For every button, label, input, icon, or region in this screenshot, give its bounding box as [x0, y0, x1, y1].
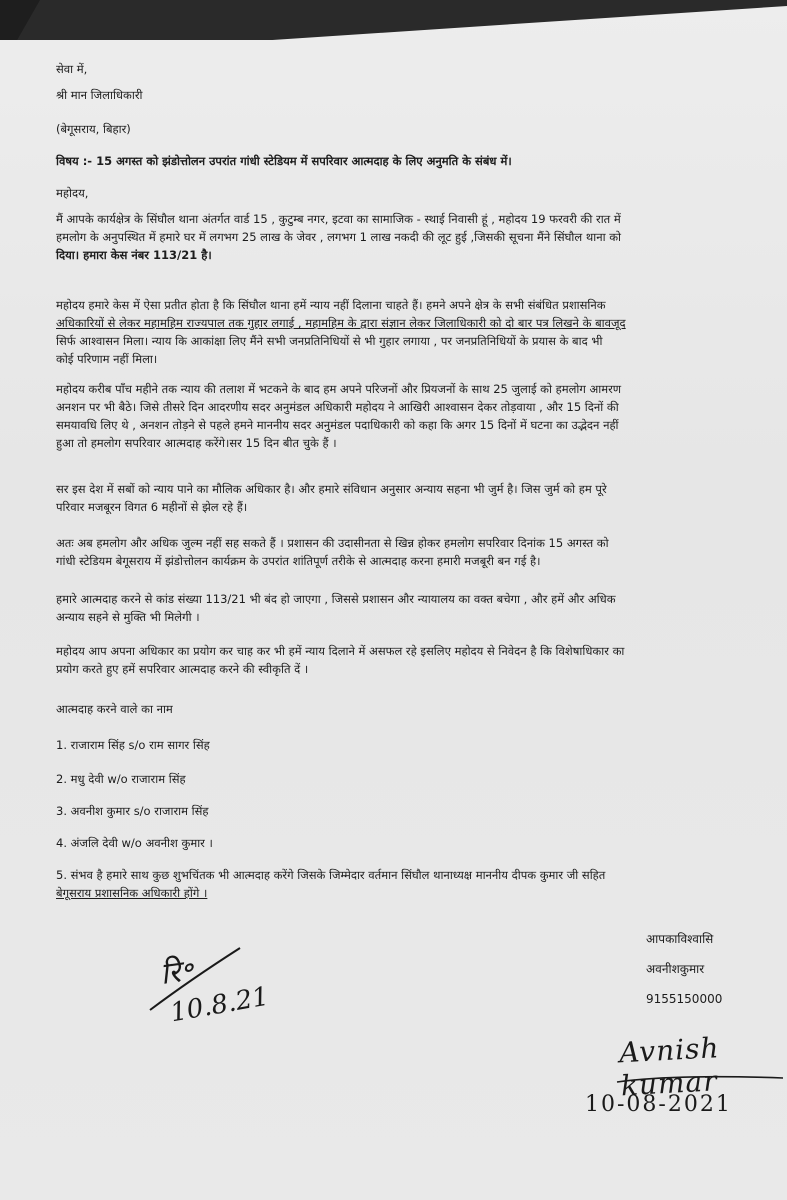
paragraph-7 [56, 642, 706, 678]
paragraph-line: अनशन पर भी बैठे। जिसे तीसरे दिन आदरणीय सदर अनुमंडल अधिकारी महोदय ने आखिरी आश्वासन देकर तोड़वाया , और 15 दिनों की [56, 400, 619, 414]
received-date: 10.8.21 [168, 981, 272, 1029]
paragraph-line: अन्याय सहने से मुक्ति भी मिलेगी । [56, 610, 200, 624]
paragraph-1 [56, 210, 706, 264]
paragraph-2 [56, 296, 706, 368]
paragraph-line: गांधी स्टेडियम बेगूसराय में झंडोत्तोलन कार्यक्रम के उपरांत शांतिपूर्ण तरीके से आत्मदाह करना हमारी मजबूरी बन गई है। [56, 554, 541, 568]
paragraph-6 [56, 590, 706, 626]
paragraph-3 [56, 380, 706, 452]
greeting: महोदय, [56, 186, 89, 200]
paragraph-line: महोदय हमारे केस में ऐसा प्रतीत होता है कि सिंघौल थाना हमें न्याय नहीं दिलाना चाहते हैं। हमने अपने क्षेत्र के सभी संबंधित प्रशासनिक [56, 298, 606, 312]
names-heading: आत्मदाह करने वाले का नाम [56, 702, 173, 716]
paragraph-line: अधिकारियों से लेकर महामहिम राज्यपाल तक गुहार लगाई , महामहिम के द्वारा संज्ञान लेकर जिलाधिकारी को दो बार पत्र लिखने के बावजूद [56, 316, 626, 330]
signature-underline [615, 1068, 785, 1088]
name-item: 1. राजाराम सिंह s/o राम सागर सिंह [56, 738, 210, 752]
note-item [56, 866, 706, 902]
paragraph-5 [56, 534, 706, 570]
closing: आपकाविश्वासि [646, 932, 714, 946]
addressee-location: (बेगूसराय, बिहार) [56, 122, 131, 136]
received-initial: रि॰ [158, 952, 196, 993]
paragraph-line: हुआ तो हमलोग सपरिवार आत्मदाह करेंगे।सर 15 दिन बीत चुके हैं । [56, 436, 337, 450]
paragraph-line: प्रयोग करते हुए हमें सपरिवार आत्मदाह करने की स्वीकृति दें । [56, 662, 309, 676]
paragraph-line: सिर्फ आश्वासन मिला। न्याय कि आकांक्षा लिए मैंने सभी जनप्रतिनिधियों से भी गुहार लगाया , पर जनप्रतिनिधियों के प्रयास के बाद भी [56, 334, 603, 348]
paragraph-4 [56, 480, 706, 516]
paragraph-line: 5. संभव है हमारे साथ कुछ शुभचिंतक भी आत्मदाह करेंगे जिसके जिम्मेदार वर्तमान सिंघौल थानाध्यक्ष माननीय दीपक कुमार जी सहित [56, 868, 606, 882]
addressee: श्री मान जिलाधिकारी [56, 88, 143, 102]
paragraph-line: परिवार मजबूरन विगत 6 महीनों से झेल रहे हैं। [56, 500, 248, 514]
sender-name: अवनीशकुमार [646, 962, 705, 976]
paragraph-line: अतः अब हमलोग और अधिक जुल्म नहीं सह सकते हैं । प्रशासन की उदासीनता से खिन्न होकर हमलोग सपरिवार दिनांक 15 अगस्त को [56, 536, 609, 550]
signed-date: 10-08-2021 [585, 1092, 732, 1117]
name-item: 2. मधु देवी w/o राजाराम सिंह [56, 772, 186, 786]
paragraph-line: मैं आपके कार्यक्षेत्र के सिंघौल थाना अंतर्गत वार्ड 15 , कुटुम्ब नगर, इटवा का सामाजिक - स्थाई निवासी हूं , महोदय 19 फरवरी की रात में [56, 212, 621, 226]
torn-edge [0, 0, 787, 40]
paragraph-line: दिया। हमारा केस नंबर 113/21 है। [56, 248, 212, 262]
signature: Avnish kumar [618, 1031, 721, 1103]
paragraph-line: हमलोग के अनुपस्थित में हमारे घर में लगभग 25 लाख के जेवर , लगभग 1 लाख नकदी की लूट हुई ,जिसकी सूचना मैंने सिंघौल थाना को [56, 230, 622, 244]
paragraph-line: हमारे आत्मदाह करने से कांड संख्या 113/21 भी बंद हो जाएगा , जिससे प्रशासन और न्यायालय का वक्त बचेगा , और हमें और अधिक [56, 592, 616, 606]
sender-phone: 9155150000 [646, 992, 723, 1006]
paragraph-line: बेगूसराय प्रशासनिक अधिकारी होंगे । [56, 886, 208, 900]
subject-line: विषय :- 15 अगस्त को झंडोत्तोलन उपरांत गांधी स्टेडियम में सपरिवार आत्मदाह के लिए अनुमति के संबंध में। [56, 154, 512, 168]
paragraph-line: महोदय आप अपना अधिकार का प्रयोग कर चाह कर भी हमें न्याय दिलाने में असफल रहे इसलिए महोदय से निवेदन है कि विशेषाधिकार का [56, 644, 625, 658]
paragraph-line: कोई परिणाम नहीं मिला। [56, 352, 158, 366]
paragraph-line: समयावधि लिए थे , अनशन तोड़ने से पहले हमने माननीय सदर अनुमंडल पदाधिकारी को कहा कि अगर 15 दिनों में घटना का उद्भेदन नहीं [56, 418, 619, 432]
paragraph-line: महोदय करीब पाँच महीने तक न्याय की तलाश में भटकने के बाद हम अपने परिजनों और प्रियजनों के साथ 25 जुलाई को हमलोग आमरण [56, 382, 622, 396]
salutation-to: सेवा में, [56, 62, 88, 76]
paragraph-line: सर इस देश में सबों को न्याय पाने का मौलिक अधिकार है। और हमारे संविधान अनुसार अन्याय सहना भी जुर्म है। जिस जुर्म को हम पूरे [56, 482, 607, 496]
name-item: 3. अवनीश कुमार s/o राजाराम सिंह [56, 804, 209, 818]
name-item: 4. अंजलि देवी w/o अवनीश कुमार । [56, 836, 213, 850]
